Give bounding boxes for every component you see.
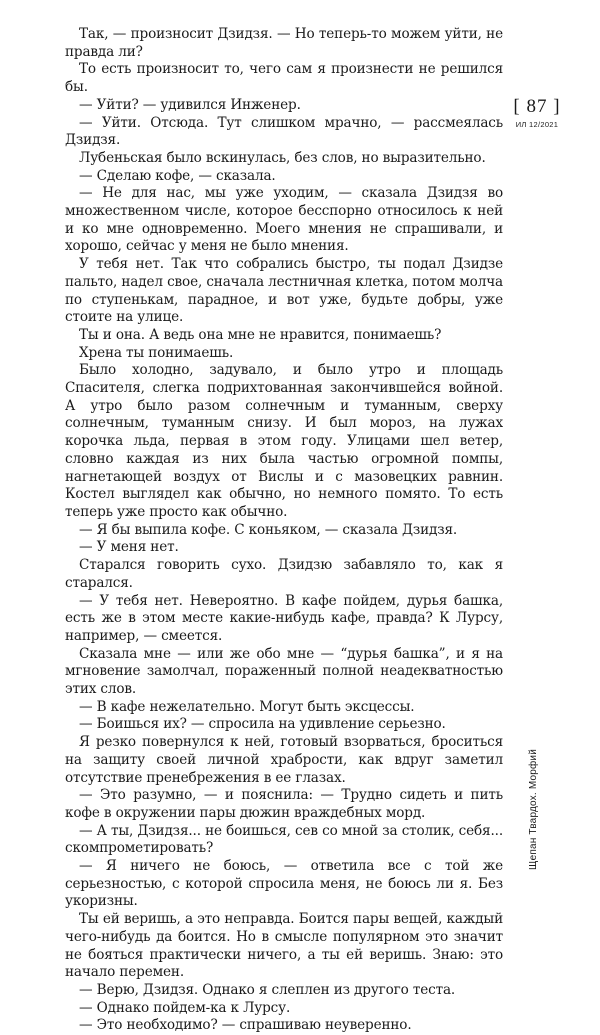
paragraph: — Я бы выпила кофе. С коньяком, — сказала Дзидзя. (79, 521, 458, 538)
paragraph: — Это необходимо? — спрашиваю неуверенно. (79, 1017, 412, 1034)
paragraph: У тебя нет. Так что собрались быстро, ты подал Дзидзе пальто, надел свое, сначала лестничная клетка, потом молча по ступенькам, парадное, и вот уже, будьте добры, уже стоите на улице. (65, 256, 503, 326)
paragraph: Сказала мне — или же обо мне — “дурья башка”, и я на мгновение замолчал, пораженный полной неадекватностью этих слов. (65, 645, 503, 698)
paragraph: Ты и она. А ведь она мне не нравится, понимаешь? (79, 326, 442, 343)
paragraph: Хрена ты понимаешь. (79, 344, 234, 361)
paragraph: Так, — произносит Дзидзя. — Но теперь-то можем уйти, не правда ли? (65, 26, 503, 60)
paragraph: — У меня нет. (79, 539, 179, 556)
running-title: Щепан Твардох. Морфий (528, 749, 539, 870)
paragraph: Было холодно, задувало, и было утро и площадь Спасителя, слегка подрихтованная закончившейся войной. А утро было разом солнечным и туманным, сверху солнечным, туманным снизу. И был мороз, на лужах корочка льда, первая в этом году. Улицами шел ветер, словно каждая из них была частью огромной помпы, нагнетающей воздух от Вислы и с мазовецких равнин. Костел выглядел как обычно, но немного помято. То есть теперь уже просто как обычно. (65, 362, 503, 520)
paragraph: — У тебя нет. Невероятно. В кафе пойдем, дурья башка, есть же в этом месте какие-нибудь кафе, правда? К Лурсу, например, — смеется. (65, 592, 503, 644)
paragraph: — Это разумно, — и пояснила: — Трудно сидеть и пить кофе в окружении пары дюжин враждебных морд. (65, 787, 503, 821)
paragraph: — Я ничего не боюсь, — ответила все с той же серьезностью, с которой спросила меня, не боюсь ли я. Без укоризны. (65, 858, 503, 910)
paragraph: — В кафе нежелательно. Могут быть эксцессы. (79, 698, 415, 715)
paragraph: Лубеньская было вскинулась, без слов, но выразительно. (79, 149, 486, 166)
paragraph: — Верю, Дзидзя. Однако я слеплен из другого теста. (79, 981, 456, 998)
paragraph: — Не для нас, мы уже уходим, — сказала Дзидзя во множественном числе, которое бесспорно относилось к ней и ко мне одновременно. Моего мнения не спрашивали, и хорошо, сейчас у меня не было мнения. (65, 185, 503, 255)
paragraph: Я резко повернулся к ней, готовый взорваться, броситься на защиту своей личной храбрости, как вдруг заметил отсутствие пренебрежения в ее глазах. (65, 734, 503, 786)
page-marker (507, 96, 567, 130)
paragraph: — Уйти? — удивился Инженер. (79, 96, 301, 113)
paragraph: — А ты, Дзидзя... не боишься, сев со мной за столик, себя... скомпрометировать? (65, 822, 503, 857)
page-number: [ 87 ] (513, 96, 561, 117)
paragraph: — Боишься их? — спросила на удивление серьезно. (79, 716, 446, 733)
paragraph: — Сделаю кофе, — сказала. (79, 167, 276, 184)
paragraph: — Уйти. Отсюда. Тут слишком мрачно, — рассмеялась Дзидзя. (65, 114, 503, 149)
paragraph: Ты ей веришь, а это неправда. Боится пары вещей, каждый чего-нибудь да боится. Но в смысле популярном это значит не бояться практически ничего, а ты ей веришь. Знаю: это начало перемен. (65, 911, 503, 981)
issue-label: ИЛ 12/2021 (515, 120, 559, 129)
paragraph: — Однако пойдем-ка к Лурсу. (79, 999, 291, 1016)
paragraph: То есть произносит то, чего сам я произнести не решился бы. (65, 61, 503, 96)
paragraph: Старался говорить сухо. Дзидзю забавляло то, как я старался. (65, 557, 503, 591)
body-text (65, 26, 503, 1035)
